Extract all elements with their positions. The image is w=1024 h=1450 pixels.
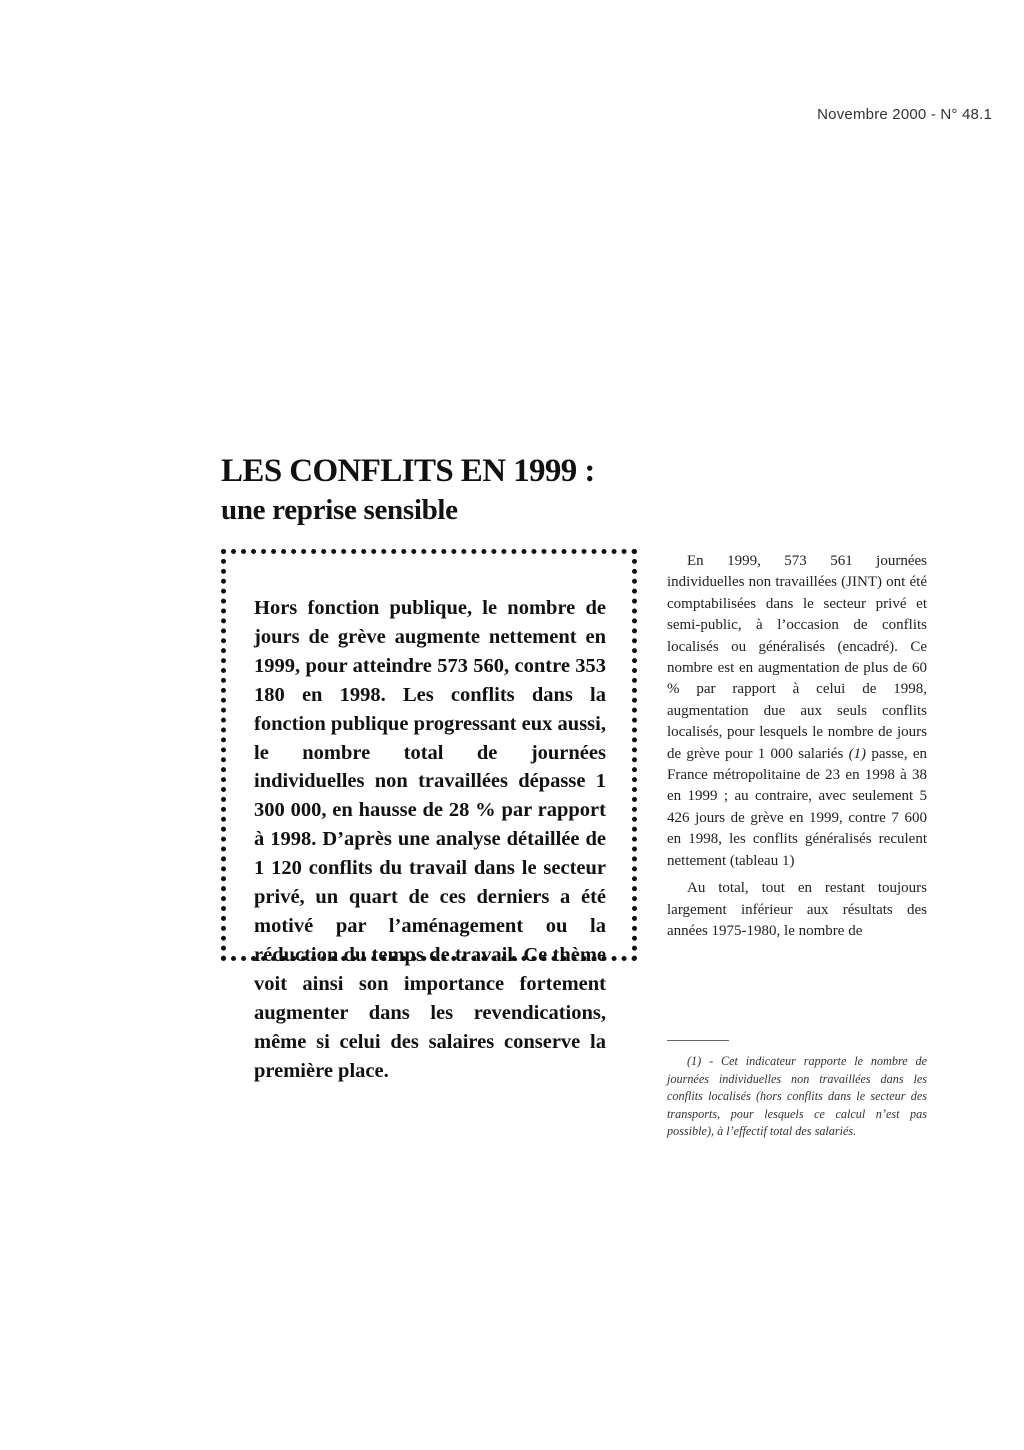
- footnote-reference: (1): [848, 745, 867, 762]
- footnote-divider: [667, 1040, 729, 1041]
- body-paragraph-1: [667, 551, 927, 872]
- summary-text: Hors fonction publique, le nombre de jours de grève augmente nettement en 1999, pour atteindre 573 560, contre 353 180 en 1998. Les conflits dans la fonction publique progressant eux aussi, le nombre total de journées individuelles non travaillées dépasse 1 300 000, en hausse de 28 % par rapport à 1998. D’après une analyse détaillée de 1 120 conflits du travail dans le secteur privé, un quart de ces derniers a été motivé par l’aménagement ou la réduction du temps de travail. Ce thème voit ainsi son importance fortement augmenter dans les revendications, même si celui des salaires conserve la première place.: [254, 597, 606, 1082]
- title-subtitle: une reprise sensible: [221, 494, 458, 526]
- body-paragraph-2: Au total, tout en restant toujours largement inférieur aux résultats des années 1975-1980, le nombre de: [667, 880, 927, 939]
- title-main: LES CONFLITS EN 1999 :: [221, 453, 595, 489]
- article-title: [221, 452, 641, 528]
- body-column: [667, 551, 927, 948]
- body-paragraph-1-text: En 1999, 573 561 journées individuelles non travaillées (JINT) ont été comptabilisées dans le secteur privé et semi-public, à l’occasion de conflits localisés ou généralisés (encadré). Ce nombre est en augmentation de plus de 60 % par rapport à celui de 1998, augmentation due aux seuls conflits localisés, pour lesquels le nombre de jours de grève pour 1 000 salariés: [667, 553, 927, 762]
- summary-box: [221, 549, 637, 1082]
- footnote-text: (1) - Cet indicateur rapporte le nombre de journées individuelles non travaillées dans les conflits localisés (hors conflits dans le secteur des transports, pour lesquels ce calcul n’est pas possible), à l’effectif total des salariés.: [667, 1054, 927, 1139]
- body-paragraph-1-end: passe, en France métropolitaine de 23 en 1998 à 38 en 1999 ; au contraire, avec seulement 5 426 jours de grève en 1999, contre 7 600 en 1998, les conflits généralisés reculent nettement (tableau 1): [667, 745, 927, 869]
- issue-header: Novembre 2000 - N° 48.1: [817, 106, 992, 123]
